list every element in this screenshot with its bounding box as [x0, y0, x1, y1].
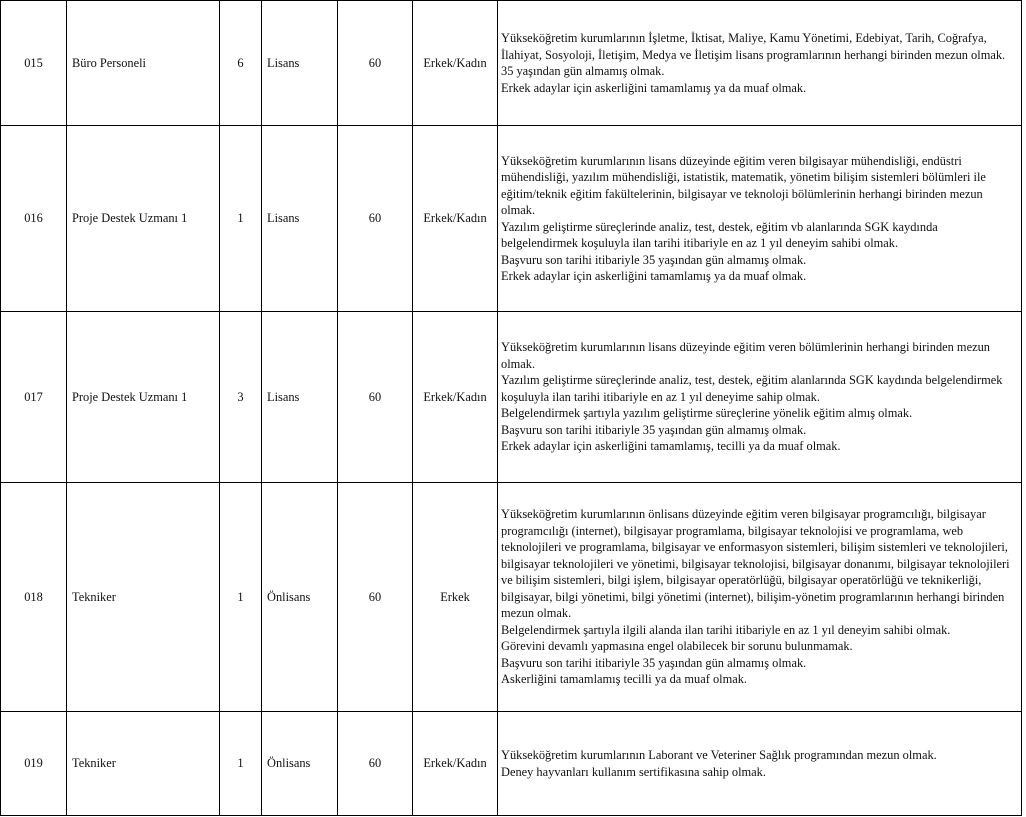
- requirement-line: Yükseköğretim kurumlarının önlisans düzeyinde eğitim veren bilgisayar programcılığı, bilgisayar programcılığı (internet), bilgisayar programlama, bilgisayar teknolojisi ve programlama, web teknolojileri ve programlama, bilgisayar ve enformasyon sistemleri, bilişim sistemleri ve teknolojileri, bilgisayar teknolojileri ve yönetimi, bilgisayar teknolojisi, bilgisayar donanımı, bilgisayar teknolojileri ve bilişim sistemleri, bilgi işlem, bilgisayar operatörlüğü, bilgisayar operatörlüğü ve teknikerliği, bilgisayar, bilgi yönetimi, bilgi yönetimi (internet), bilişim-yönetim programlarının herhangi birinden mezun olmak.: [501, 507, 1010, 621]
- requirement-line: Erkek adaylar için askerliğini tamamlamış ya da muaf olmak.: [501, 269, 807, 283]
- position-count: 3: [220, 312, 262, 483]
- position-code: 016: [1, 126, 67, 312]
- position-title: Proje Destek Uzmanı 1: [67, 126, 220, 312]
- requirement-line: Askerliğini tamamlamış tecilli ya da muaf olmak.: [501, 672, 748, 687]
- requirement-line: Başvuru son tarihi itibariyle 35 yaşından gün almamış olmak.: [501, 252, 807, 267]
- requirements-cell: [498, 483, 1022, 712]
- position-code: 015: [1, 1, 67, 126]
- gender: Erkek/Kadın: [413, 312, 498, 483]
- position-count: 1: [220, 126, 262, 312]
- requirement-line: Yükseköğretim kurumlarının Laborant ve Veteriner Sağlık programından mezun olmak.: [501, 748, 937, 762]
- kpss-score: 60: [338, 126, 413, 312]
- requirements-cell: [498, 126, 1022, 312]
- position-code: 018: [1, 483, 67, 712]
- kpss-score: 60: [338, 312, 413, 483]
- table-row: [1, 312, 1022, 483]
- table-row: [1, 712, 1022, 816]
- requirement-line: Görevini devamlı yapmasına engel olabilecek bir sorunu bulunmamak.: [501, 639, 853, 654]
- position-count: 6: [220, 1, 262, 126]
- education-level: Önlisans: [262, 483, 338, 712]
- requirement-line: Başvuru son tarihi itibariyle 35 yaşından gün almamış olmak.: [501, 655, 807, 670]
- requirement-line: Belgelendirmek şartıyla yazılım geliştirme süreçlerine yönelik eğitim almış olmak.: [501, 406, 913, 421]
- gender: Erkek/Kadın: [413, 712, 498, 816]
- requirement-line: Yükseköğretim kurumlarının lisans düzeyinde eğitim veren bölümlerinin herhangi birinden mezun olmak.: [501, 340, 990, 371]
- requirement-line: Yazılım geliştirme süreçlerinde analiz, test, destek, eğitim vb alanlarında SGK kaydında belgelendirmek koşuluyla ilan tarihi itibariyle en az 1 yıl deneyim sahibi olmak.: [501, 219, 938, 250]
- position-count: 1: [220, 483, 262, 712]
- education-level: Lisans: [262, 126, 338, 312]
- requirement-line: Yazılım geliştirme süreçlerinde analiz, test, destek, eğitim alanlarında SGK kaydında belgelendirmek koşuluyla ilan tarihi itibariyle en az 1 yıl deneyime sahip olmak.: [501, 373, 1003, 404]
- position-title: Proje Destek Uzmanı 1: [67, 312, 220, 483]
- table-row: [1, 1, 1022, 126]
- requirement-line: Erkek adaylar için askerliğini tamamlamış ya da muaf olmak.: [501, 80, 807, 95]
- table-row: [1, 483, 1022, 712]
- education-level: Önlisans: [262, 712, 338, 816]
- position-title: Tekniker: [67, 483, 220, 712]
- requirement-line: Belgelendirmek şartıyla ilgili alanda ilan tarihi itibariyle en az 1 yıl deneyim sahibi olmak.: [501, 622, 951, 637]
- table-row: [1, 126, 1022, 312]
- requirement-line: Yükseköğretim kurumlarının İşletme, İktisat, Maliye, Kamu Yönetimi, Edebiyat, Tarih, Coğrafya, İlahiyat, Sosyoloji, İletişim, Medya ve İletişim lisans programlarının herhangi birinden mezun olmak.: [501, 31, 1006, 62]
- requirement-line: Deney hayvanları kullanım sertifikasına sahip olmak.: [501, 764, 766, 779]
- position-code: 017: [1, 312, 67, 483]
- requirement-line: Yükseköğretim kurumlarının lisans düzeyinde eğitim veren bilgisayar mühendisliği, endüstri mühendisliği, yazılım mühendisliği, istatistik, matematik, yönetim bilişim sistemleri bölümleri ile eğitim/teknik eğitim fakültelerinin, bilgisayar ve teknoloji bölümlerinin herhangi birinden mezun olmak.: [501, 153, 986, 217]
- kpss-score: 60: [338, 712, 413, 816]
- requirement-line: Erkek adaylar için askerliğini tamamlamış, tecilli ya da muaf olmak.: [501, 439, 841, 454]
- requirement-line: 35 yaşından gün almamış olmak.: [501, 64, 665, 78]
- gender: Erkek/Kadın: [413, 1, 498, 126]
- requirements-cell: [498, 1, 1022, 126]
- position-count: 1: [220, 712, 262, 816]
- requirements-cell: [498, 312, 1022, 483]
- position-title: Büro Personeli: [67, 1, 220, 126]
- kpss-score: 60: [338, 483, 413, 712]
- education-level: Lisans: [262, 312, 338, 483]
- position-title: Tekniker: [67, 712, 220, 816]
- gender: Erkek/Kadın: [413, 126, 498, 312]
- gender: Erkek: [413, 483, 498, 712]
- education-level: Lisans: [262, 1, 338, 126]
- requirements-cell: [498, 712, 1022, 816]
- kpss-score: 60: [338, 1, 413, 126]
- position-code: 019: [1, 712, 67, 816]
- requirement-line: Başvuru son tarihi itibariyle 35 yaşından gün almamış olmak.: [501, 422, 807, 437]
